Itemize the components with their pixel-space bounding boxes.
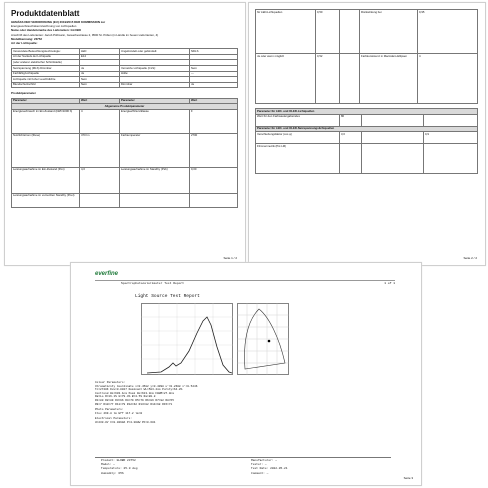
report-footer — [95, 457, 391, 476]
table-cell: Flimmermetrik (Pst LM) — [256, 144, 340, 174]
report-header-title: Spectrophotocolorimeter Test Report — [121, 282, 185, 285]
header-cell: Parameter — [120, 98, 190, 104]
report-line: Photo Parameters: — [95, 408, 124, 412]
table-cell: E14 — [80, 54, 120, 60]
table-cell: Nein — [190, 66, 238, 72]
table-cell: 0,50 — [316, 10, 340, 54]
footer-line: Humidity: 65% — [101, 471, 124, 475]
table-cell: Nein — [80, 77, 120, 83]
datasheet-page-2 — [248, 2, 486, 266]
footer-line: Test Date: 2022-05-21 — [251, 467, 288, 471]
table-cell: Rückwirkung bei — [360, 10, 418, 54]
table-cell: 2700 — [190, 133, 238, 167]
table-cell: Farbfähig/Lichtquelle — [12, 71, 80, 77]
datasheet-page-1 — [4, 2, 246, 266]
intro-line: Modellkennung: 23752 — [11, 36, 43, 41]
table-cell: Farbtemperatur — [120, 133, 190, 167]
table-cell: 0,9 — [424, 132, 478, 144]
footer-line: Model: — — [101, 463, 115, 467]
table-cell: Ungebündelt oder gebündelt: — [120, 49, 190, 55]
table-cell — [362, 114, 424, 126]
report-line: R9=7 R10=77 R11=79 R12=62 R13=82 R14=98 R15=71 — [95, 402, 173, 406]
table-cell: Ja — [190, 82, 238, 88]
table-cell: Verschiebungsfaktor (cos φ) — [256, 132, 340, 144]
report-line: Flux 469.8 lm Eff 117.2 lm/W — [95, 411, 142, 415]
table-cell — [424, 144, 478, 174]
table-cell: 0,52 — [316, 54, 340, 104]
intro-line: Anschrift des Lieferanten: Jacob Pöllmann, Gewerbestrasse 2, 9500 St. Pölten (in Ländle im heuen Lieferranten, 4) — [11, 32, 159, 37]
table-cell — [190, 193, 238, 207]
table-cell: F — [190, 109, 238, 133]
table-cell: — — [190, 71, 238, 77]
table-cell: Art der Sockels der Lichtquelle — [12, 54, 80, 60]
table-cell: Leistungsaufnahme im vernetzten Standby (Pnet) — [12, 193, 80, 207]
report-title: Light Source Test Report — [135, 294, 200, 299]
footer-line: Product: GLOBO 23752 — [101, 459, 136, 462]
table-cell: Ja — [80, 66, 120, 72]
footer-line: Tester: — — [251, 463, 267, 467]
lightsource-table — [11, 48, 238, 88]
chromaticity-point — [268, 340, 271, 343]
footer-line: Comment: — — [251, 471, 269, 475]
table-cell: 0,95 — [418, 10, 478, 54]
table-cell: NDLS — [190, 49, 238, 55]
table-cell: Vernetzte Lichtquelle (CLS): — [120, 66, 190, 72]
report-line: R1=80 R2=89 R3=96 R4=79 R5=79 R6=86 R7=82 R8=55 — [95, 398, 174, 402]
intro-line: Name oder Handelsmarke des Lieferanten: GLOBO — [11, 28, 82, 33]
table-cell: 0,00 — [190, 167, 238, 193]
table-cell: 4 — [80, 109, 120, 133]
led-parameter-table — [255, 108, 478, 174]
table-cell: Leistungsaufnahme im Ein-Zustand (Pon) — [12, 167, 80, 193]
table-cell: für LED-Lichtquellen — [256, 10, 316, 54]
header-cell: Parameter — [12, 98, 80, 104]
page-number: Seite 2 / 2 — [463, 256, 477, 260]
chromaticity-diagram — [237, 303, 289, 375]
report-header — [95, 271, 395, 287]
table-cell: Netzspannung (MLS) Dimmbar — [12, 66, 80, 72]
report-line: U=230.0V I=0.0290A P=4.008W PF=0.601 — [95, 420, 156, 424]
report-line: Electrical Parameters: — [95, 417, 132, 421]
report-body — [95, 381, 395, 425]
table-cell: Lichtquelle mit hoher Leuchtdichte — [12, 77, 80, 83]
parameter-table — [11, 98, 238, 208]
table-cell — [362, 132, 424, 144]
table-cell: 470 lm — [80, 133, 120, 167]
subhead-cell: Parameter für LED- und OLED-Lichtquellen — [256, 109, 478, 115]
table-cell: (oder anderer elektrischer Schnittstelle) — [12, 60, 80, 66]
continuation-table — [255, 9, 478, 104]
report-line: Centroid WL=603.1nm Peak WL=613.0nm FWHM=27.0nm — [95, 391, 174, 395]
report-header-page: 1 of 1 — [384, 282, 395, 285]
page-number: Seite 1 / 2 — [223, 256, 237, 260]
header-cell: Wert — [80, 98, 120, 104]
spectral-chart — [141, 303, 233, 375]
report-line: Ratio R=16.1% G=79.4% B=4.5% Ra=80.8 — [95, 395, 156, 399]
intro-line: Art der Lichtquelle: — [11, 41, 38, 46]
table-cell: Dimmbar — [120, 82, 190, 88]
table-cell: Leistungsaufnahme im Standby (Psb) — [120, 167, 190, 193]
report-line: Colour Parameters: — [95, 381, 126, 384]
table-cell: Nein — [80, 82, 120, 88]
table-cell — [80, 193, 120, 207]
table-cell: Farbkonsistenz in MacAdam-Ellipsen — [360, 54, 418, 104]
table-cell: 80 — [340, 114, 362, 126]
table-cell: Energieverbrauch im Ein-Zustand (kWh/1000 h) — [12, 109, 80, 133]
table-cell: 3,0 — [340, 132, 362, 144]
table-cell: 4,0 — [80, 167, 120, 193]
table-cell: 4 — [418, 54, 478, 104]
table-cell — [340, 54, 360, 104]
table-cell: Ja oder wenn möglich — [256, 54, 316, 104]
section-title: Produktparameter — [11, 91, 36, 96]
intro-line: GEMÄSS DER VERORDNUNG (EU) 2019/2015 DER KOMMISSION zur — [11, 20, 106, 24]
everfine-logo: everfine — [95, 271, 119, 277]
subhead-cell: Parameter für LED- und OLED-Netzspannungslichtquellen — [256, 126, 478, 132]
header-rule — [95, 280, 395, 281]
header-cell: Wert — [190, 98, 238, 104]
page-number: Seite 3 — [403, 476, 413, 480]
table-cell: Energieeffizienzklasse — [120, 109, 190, 133]
report-line: Tc=2740K Duv=0.0027 Dominant WL=583.4nm Purity=64.8% — [95, 388, 183, 392]
report-line: Chromaticity Coordinate x=0.4582 y=0.4098 u'=0.2608 v'=0.5246 — [95, 384, 198, 388]
table-cell — [120, 193, 190, 207]
table-cell — [340, 144, 362, 174]
table-cell — [340, 10, 360, 54]
footer-line: Manufacturer: — — [251, 459, 278, 462]
table-cell: Blendschutzschild — [12, 82, 80, 88]
page-title: Produktdatenblatt — [11, 9, 80, 18]
table-cell — [362, 144, 424, 174]
table-cell: Verwendete Beleuchtungstechnologie: — [12, 49, 80, 55]
intro-line: Energieverbrauchskennzeichnung von Lichtquellen — [11, 24, 77, 29]
table-cell: Wert für den Farbwiedergabeindex — [256, 114, 340, 126]
footer-line: Temperature: 25.0 deg — [101, 467, 138, 471]
subhead-cell: Allgemeine Produktparameter — [12, 104, 238, 110]
table-cell: Nutzlichtstrom (Φuse) — [12, 133, 80, 167]
test-report-page — [70, 262, 422, 486]
table-cell: Ja — [80, 71, 120, 77]
table-cell: Hülle: — [120, 71, 190, 77]
table-cell — [424, 114, 478, 126]
table-cell: LED — [80, 49, 120, 55]
